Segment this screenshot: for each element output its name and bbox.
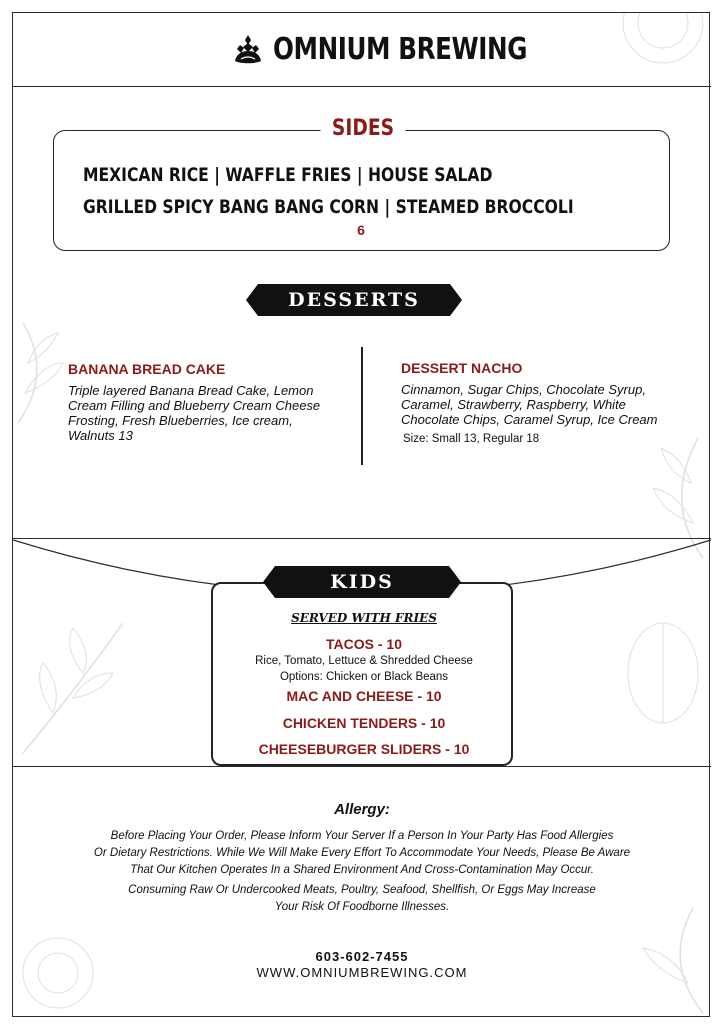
kids-item-tacos: TACOS - 10 (326, 636, 402, 652)
dessert-desc-line: Cream Filling and Blueberry Cream Cheese (68, 398, 321, 413)
sides-line-2: GRILLED SPICY BANG BANG CORN | STEAMED BROCCOLI (83, 196, 574, 218)
kids-tacos-desc: Rice, Tomato, Lettuce & Shredded Cheese (255, 655, 473, 667)
dessert-desc-banana-bread-cake (68, 383, 353, 443)
contact-phone: 603-602-7455 (315, 949, 409, 964)
kids-subtitle: SERVED WITH FRIES (291, 611, 437, 625)
hop-icon (231, 33, 265, 67)
kids-banner: KIDS (275, 566, 449, 598)
dessert-desc-dessert-nacho (401, 382, 701, 427)
menu-header (13, 13, 711, 87)
dessert-desc-line: Frosting, Fresh Blueberries, Ice cream, (68, 413, 293, 428)
leaf-decoration-icon (603, 603, 711, 753)
dessert-desc-line: Cinnamon, Sugar Chips, Chocolate Syrup, (401, 382, 646, 397)
menu-page (12, 12, 710, 1017)
allergy-line: That Our Kitchen Operates In a Shared Environment And Cross-Contamination May Occur. (130, 864, 594, 876)
allergy-line: Before Placing Your Order, Please Inform Your Server If a Person In Your Party Has Food Allergies (110, 830, 614, 842)
leaf-decoration-icon (13, 603, 133, 763)
sides-price: 6 (357, 222, 365, 238)
contact-website[interactable]: WWW.OMNIUMBREWING.COM (256, 965, 468, 980)
allergy-title: Allergy: (334, 801, 390, 818)
dessert-name-banana-bread-cake: BANANA BREAD CAKE (68, 361, 226, 377)
allergy-line: Or Dietary Restrictions. While We Will Make Every Effort To Accommodate Your Needs, Please Be Aware (93, 847, 631, 859)
kids-item-cheeseburger-sliders: CHEESEBURGER SLIDERS - 10 (258, 741, 470, 757)
dessert-name-dessert-nacho: DESSERT NACHO (401, 360, 523, 376)
allergy-line: Your Risk Of Foodborne Illnesses. (274, 901, 450, 913)
kids-section (211, 582, 513, 766)
section-divider (13, 766, 711, 767)
dessert-desc-line: Triple layered Banana Bread Cake, Lemon (68, 383, 314, 398)
dessert-divider (361, 347, 363, 465)
dessert-desc-line: Walnuts 13 (68, 428, 133, 443)
kids-item-mac-and-cheese: MAC AND CHEESE - 10 (286, 688, 442, 704)
kids-item-chicken-tenders: CHICKEN TENDERS - 10 (282, 715, 446, 731)
sides-title: SIDES (321, 116, 406, 141)
kids-tacos-options: Options: Chicken or Black Beans (279, 671, 449, 683)
brand-logo (231, 32, 527, 67)
brand-name: OMNIUM BREWING (273, 32, 527, 67)
desserts-banner: DESSERTS (258, 284, 450, 316)
sides-line-1: MEXICAN RICE | WAFFLE FRIES | HOUSE SALAD (83, 164, 493, 186)
dessert-desc-line: Caramel, Strawberry, Raspberry, White (401, 397, 626, 412)
dessert-size: Size: Small 13, Regular 18 (403, 433, 540, 445)
allergy-paragraph-1 (53, 828, 671, 879)
allergy-line: Consuming Raw Or Undercooked Meats, Poultry, Seafood, Shellfish, Or Eggs May Increase (128, 884, 596, 896)
dessert-desc-line: Chocolate Chips, Caramel Syrup, Ice Cream (401, 412, 658, 427)
allergy-paragraph-2 (53, 882, 671, 916)
